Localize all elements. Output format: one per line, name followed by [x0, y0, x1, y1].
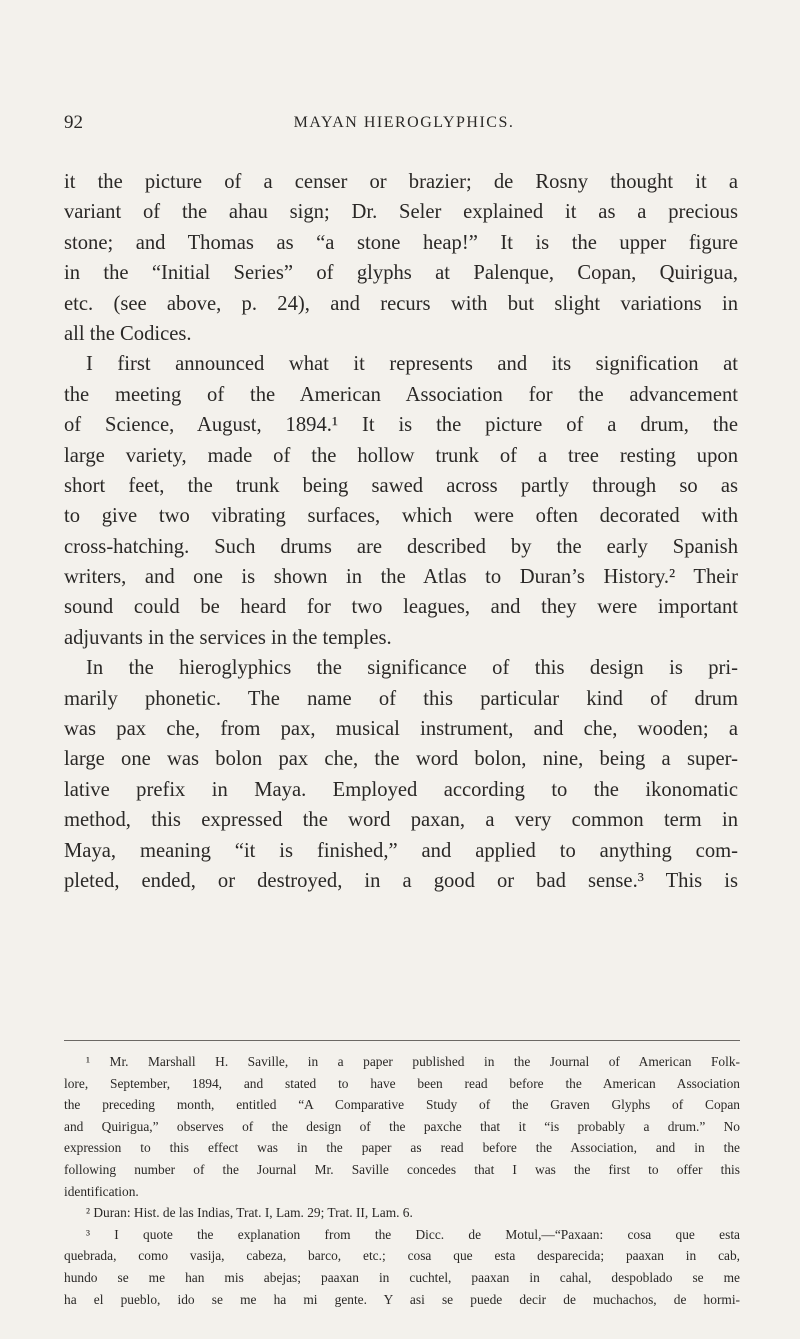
- body-line: in the “Initial Series” of glyphs at Palenque, Copan, Quirigua,: [64, 262, 738, 285]
- footnote-line: ³ I quote the explanation from the Dicc. de Motul,—“Paxaan: cosa que esta: [86, 1226, 740, 1242]
- body-line: all the Codices.: [64, 322, 192, 345]
- page-header: [64, 112, 744, 140]
- body-line: the meeting of the American Association for the advancement: [64, 383, 738, 406]
- body-line: of Science, August, 1894.¹ It is the picture of a drum, the: [64, 414, 738, 437]
- body-line: Maya, meaning “it is finished,” and applied to anything com-: [64, 839, 738, 862]
- body-text: [64, 167, 738, 896]
- body-line: lative prefix in Maya. Employed according to the ikonomatic: [64, 778, 738, 801]
- body-line: stone; and Thomas as “a stone heap!” It is the upper figure: [64, 231, 738, 254]
- footnote-divider: [64, 1040, 740, 1041]
- body-line: short feet, the trunk being sawed across partly through so as: [64, 474, 738, 497]
- footnote-line: ¹ Mr. Marshall H. Saville, in a paper published in the Journal of American Folk-: [86, 1054, 740, 1069]
- footnote-line: quebrada, como vasija, cabeza, barco, etc.; cosa que esta desparecida; paaxan in cab,: [64, 1248, 740, 1264]
- body-line: In the hieroglyphics the significance of this design is pri-: [86, 657, 738, 680]
- body-line: variant of the ahau sign; Dr. Seler explained it as a precious: [64, 201, 738, 224]
- body-line: writers, and one is shown in the Atlas to Duran’s History.² Their: [64, 566, 738, 589]
- footnote-line: hundo se me han mis abejas; paaxan in cuchtel, paaxan in cahal, despoblado se me: [64, 1269, 740, 1285]
- body-line: large one was bolon pax che, the word bolon, nine, being a super-: [64, 748, 738, 771]
- body-line: etc. (see above, p. 24), and recurs with but slight variations in: [64, 292, 738, 315]
- body-line: I first announced what it represents and its signification at: [86, 353, 738, 376]
- body-line: sound could be heard for two leagues, and they were important: [64, 596, 738, 619]
- footnote-line: ² Duran: Hist. de las Indias, Trat. I, Lam. 29; Trat. II, Lam. 6.: [86, 1205, 413, 1221]
- body-line: method, this expressed the word paxan, a very common term in: [64, 809, 738, 832]
- footnote-line: expression to this effect was in the paper as read before the Association, and in the: [64, 1140, 740, 1156]
- footnote-line: lore, September, 1894, and stated to have been read before the American Association: [64, 1075, 740, 1091]
- footnote-line: following number of the Journal Mr. Saville concedes that I was the first to offer this: [64, 1161, 740, 1177]
- body-line: was pax che, from pax, musical instrument, and che, wooden; a: [64, 718, 738, 741]
- body-line: large variety, made of the hollow trunk of a tree resting upon: [64, 444, 738, 467]
- body-line: pleted, ended, or destroyed, in a good or bad sense.³ This is: [64, 869, 738, 892]
- footnote-line: and Quirigua,” observes of the design of the paxche that it “is probably a drum.” No: [64, 1118, 740, 1134]
- body-line: adjuvants in the services in the temples.: [64, 626, 392, 649]
- running-head: MAYAN HIEROGLYPHICS.: [293, 114, 515, 131]
- footnote-line: the preceding month, entitled “A Comparative Study of the Graven Glyphs of Copan: [64, 1097, 740, 1113]
- body-line: marily phonetic. The name of this particular kind of drum: [64, 687, 738, 710]
- footnote-line: ha el pueblo, ido se me ha mi gente. Y asi se puede decir de muchachos, de hormi-: [64, 1291, 740, 1307]
- body-line: to give two vibrating surfaces, which were often decorated with: [64, 505, 738, 528]
- body-line: cross-hatching. Such drums are described by the early Spanish: [64, 535, 738, 558]
- page-number: 92: [64, 112, 83, 133]
- body-line: it the picture of a censer or brazier; de Rosny thought it a: [64, 171, 738, 193]
- footnotes: [64, 1051, 740, 1310]
- footnote-line: identification.: [64, 1183, 139, 1199]
